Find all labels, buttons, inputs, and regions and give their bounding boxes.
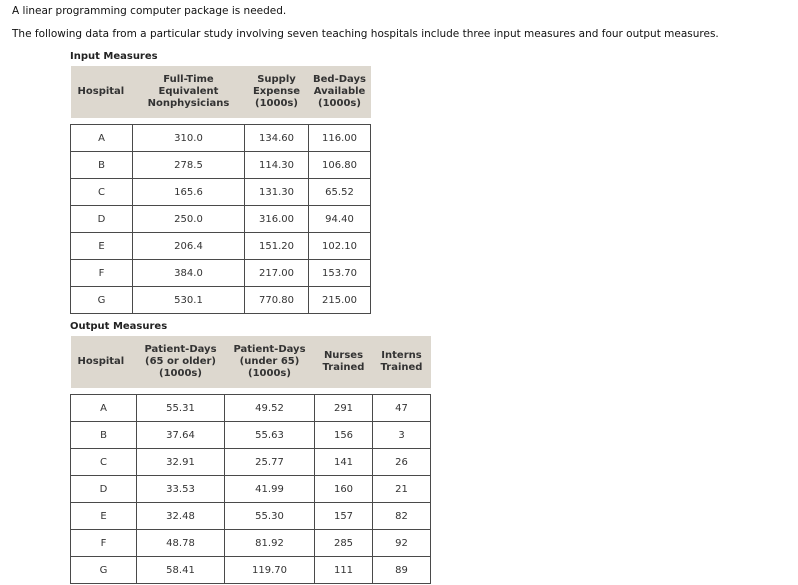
- hospital-cell: E: [71, 503, 137, 530]
- table-row: [71, 260, 371, 287]
- input-header-hospital: Hospital: [71, 66, 133, 118]
- hospital-cell: B: [71, 422, 137, 449]
- table-row: [71, 233, 371, 260]
- hospital-cell: B: [71, 152, 133, 179]
- value-cell: 26: [373, 449, 431, 476]
- value-cell: 250.0: [133, 206, 245, 233]
- input-measures-caption: Input Measures: [70, 51, 158, 62]
- table-row: [71, 476, 431, 503]
- hospital-cell: D: [71, 476, 137, 503]
- value-cell: 3: [373, 422, 431, 449]
- value-cell: 291: [315, 395, 373, 422]
- output-header-patient-days-65-older: Patient-Days (65 or older) (1000s): [137, 336, 225, 388]
- value-cell: 114.30: [245, 152, 309, 179]
- value-cell: 102.10: [309, 233, 371, 260]
- value-cell: 141: [315, 449, 373, 476]
- hospital-cell: E: [71, 233, 133, 260]
- value-cell: 58.41: [137, 557, 225, 584]
- value-cell: 530.1: [133, 287, 245, 314]
- value-cell: 55.63: [225, 422, 315, 449]
- hospital-cell: G: [71, 287, 133, 314]
- output-header-hospital: Hospital: [71, 336, 137, 388]
- value-cell: 33.53: [137, 476, 225, 503]
- value-cell: 49.52: [225, 395, 315, 422]
- output-header-nurses: Nurses Trained: [315, 336, 373, 388]
- table-row: [71, 422, 431, 449]
- value-cell: 21: [373, 476, 431, 503]
- value-cell: 217.00: [245, 260, 309, 287]
- output-header-patient-days-under-65: Patient-Days (under 65) (1000s): [225, 336, 315, 388]
- value-cell: 32.91: [137, 449, 225, 476]
- hospital-cell: F: [71, 530, 137, 557]
- value-cell: 47: [373, 395, 431, 422]
- input-header-fte: Full-Time Equivalent Nonphysicians: [133, 66, 245, 118]
- intro-line-1: A linear programming computer package is needed.: [12, 5, 287, 17]
- value-cell: 106.80: [309, 152, 371, 179]
- value-cell: 310.0: [133, 125, 245, 152]
- output-header-interns: Interns Trained: [373, 336, 431, 388]
- table-row: [71, 287, 371, 314]
- table-row: [71, 179, 371, 206]
- value-cell: 770.80: [245, 287, 309, 314]
- value-cell: 134.60: [245, 125, 309, 152]
- value-cell: 131.30: [245, 179, 309, 206]
- value-cell: 384.0: [133, 260, 245, 287]
- value-cell: 165.6: [133, 179, 245, 206]
- hospital-cell: C: [71, 449, 137, 476]
- value-cell: 37.64: [137, 422, 225, 449]
- table-row: [71, 449, 431, 476]
- value-cell: 278.5: [133, 152, 245, 179]
- table-row: [71, 395, 431, 422]
- value-cell: 41.99: [225, 476, 315, 503]
- value-cell: 111: [315, 557, 373, 584]
- value-cell: 55.31: [137, 395, 225, 422]
- value-cell: 94.40: [309, 206, 371, 233]
- value-cell: 55.30: [225, 503, 315, 530]
- value-cell: 65.52: [309, 179, 371, 206]
- value-cell: 25.77: [225, 449, 315, 476]
- value-cell: 92: [373, 530, 431, 557]
- hospital-cell: D: [71, 206, 133, 233]
- value-cell: 206.4: [133, 233, 245, 260]
- value-cell: 153.70: [309, 260, 371, 287]
- intro-line-2: The following data from a particular study involving seven teaching hospitals include three input measures and four output measures.: [12, 28, 719, 40]
- value-cell: 215.00: [309, 287, 371, 314]
- hospital-cell: C: [71, 179, 133, 206]
- input-header-supply: Supply Expense (1000s): [245, 66, 309, 118]
- table-row: [71, 206, 371, 233]
- hospital-cell: F: [71, 260, 133, 287]
- table-row: [71, 503, 431, 530]
- table-row: [71, 557, 431, 584]
- hospital-cell: G: [71, 557, 137, 584]
- hospital-cell: A: [71, 125, 133, 152]
- table-row: [71, 125, 371, 152]
- value-cell: 32.48: [137, 503, 225, 530]
- value-cell: 157: [315, 503, 373, 530]
- value-cell: 156: [315, 422, 373, 449]
- value-cell: 116.00: [309, 125, 371, 152]
- hospital-cell: A: [71, 395, 137, 422]
- table-row: [71, 152, 371, 179]
- output-measures-table: [70, 336, 431, 584]
- value-cell: 81.92: [225, 530, 315, 557]
- input-header-beddays: Bed-Days Available (1000s): [309, 66, 371, 118]
- value-cell: 160: [315, 476, 373, 503]
- value-cell: 285: [315, 530, 373, 557]
- output-measures-caption: Output Measures: [70, 321, 168, 332]
- value-cell: 48.78: [137, 530, 225, 557]
- table-row: [71, 530, 431, 557]
- value-cell: 89: [373, 557, 431, 584]
- value-cell: 82: [373, 503, 431, 530]
- value-cell: 151.20: [245, 233, 309, 260]
- value-cell: 316.00: [245, 206, 309, 233]
- input-measures-table: [70, 66, 371, 314]
- value-cell: 119.70: [225, 557, 315, 584]
